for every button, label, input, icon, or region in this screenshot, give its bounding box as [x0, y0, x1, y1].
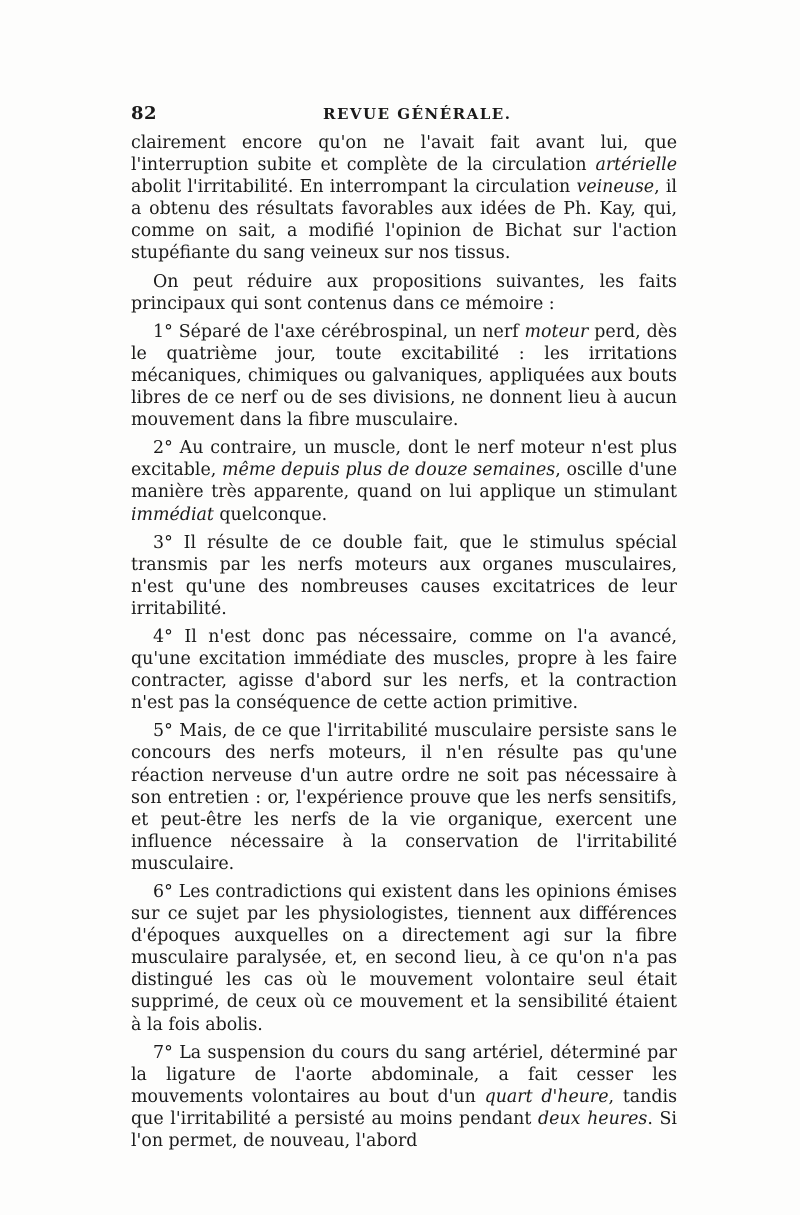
- text-run: 3° Il résulte de ce double fait, que le stimulus spécial transmis par les nerfs moteurs aux organes musculaires, n'est qu'une des nombreuses causes excitatrices de leur irritabilité.: [131, 532, 677, 619]
- paragraph: [131, 321, 677, 431]
- running-head: REVUE GÉNÉRALE.: [323, 105, 512, 123]
- text-run: 1° Séparé de l'axe cérébrospinal, un nerf: [153, 321, 525, 342]
- text-run: 4° Il n'est donc pas nécessaire, comme on l'a avancé, qu'une excitation immédiate des muscles, propre à les faire contracter, agisse d'abord sur les nerfs, et la contraction n'est pas la conséquence de cette action primitive.: [131, 626, 677, 714]
- text-run: 6° Les contradictions qui existent dans les opinions émises sur ce sujet par les physiologistes, tiennent aux différences d'époques auxquelles on a directement agi sur la fibre musculaire paralysée, et, en second lieu, à ce qu'on n'a pas distingué les cas où le mouvement volontaire seul était supprimé, de ceux où ce mouvement et la sensibilité étaient à la fois abolis.: [131, 882, 677, 1035]
- text-run: , tandis que l'irritabilité a persisté au moins pendant: [131, 1086, 677, 1129]
- italic-text: veineuse: [576, 177, 655, 198]
- text-run: . Si l'on permet, de nouveau, l'abord: [131, 1108, 677, 1152]
- text-run: abolit l'irritabilité. En interrompant la circulation: [131, 177, 577, 198]
- text-run: 7° La suspension du cours du sang artériel, déterminé par la ligature de l'aorte abdominale, a fait cesser les mouvements volontaires au bout d'un: [131, 1042, 677, 1107]
- text-run: 2° Au contraire, un muscle, dont le nerf moteur n'est plus excitable,: [131, 438, 677, 481]
- text-run: 5° Mais, de ce que l'irritabilité musculaire persiste sans le concours des nerfs moteurs, il n'en résulte pas qu'une réaction nerveuse d'un autre ordre ne soit pas nécessaire à son entretien : or, l'expérience prouve que les nerfs sensitifs, et peut-être les nerfs de la vie organique, exercent une influence nécessaire à la conservation de l'irritabilité musculaire.: [131, 721, 677, 874]
- text-run: , oscille d'une manière très apparente, quand on lui applique un stimulant: [131, 460, 677, 503]
- paragraph: [131, 1042, 677, 1152]
- paragraph: [131, 437, 677, 525]
- paragraph: [131, 626, 677, 714]
- italic-text: moteur: [524, 321, 589, 342]
- text-run: perd, dès le quatrième jour, toute excitabilité : les irritations mécaniques, chimiques ou galvaniques, appliquées aux bouts libres de ce nerf ou de ses divisions, ne donnent lieu à aucun mouvement dans la fibre musculaire.: [131, 321, 677, 431]
- italic-text: deux heures: [538, 1108, 648, 1129]
- text-run: quelconque.: [213, 504, 328, 525]
- italic-text: quart d'heure: [484, 1086, 609, 1107]
- body-text: [131, 132, 677, 1158]
- page-header: [131, 103, 677, 129]
- page-number: 82: [131, 103, 158, 124]
- text-run: On peut réduire aux propositions suivantes, les faits principaux qui sont contenus dans ce mémoire :: [131, 271, 677, 314]
- paragraph: [131, 720, 677, 875]
- italic-text: même depuis plus de douze semaines: [222, 460, 556, 481]
- paragraph: [131, 532, 677, 620]
- italic-text: artérielle: [595, 155, 677, 176]
- text-run: , il a obtenu des résultats favorables aux idées de Ph. Kay, qui, comme on sait, a modifié l'opinion de Bichat sur l'action stupéfiante du sang veineux sur nos tissus.: [131, 177, 677, 264]
- paragraph: [131, 271, 677, 315]
- paragraph: [131, 132, 677, 265]
- italic-text: immédiat: [131, 504, 214, 525]
- paragraph: [131, 881, 677, 1036]
- text-run: clairement encore qu'on ne l'avait fait avant lui, que l'interruption subite et complète de la circulation: [131, 133, 677, 176]
